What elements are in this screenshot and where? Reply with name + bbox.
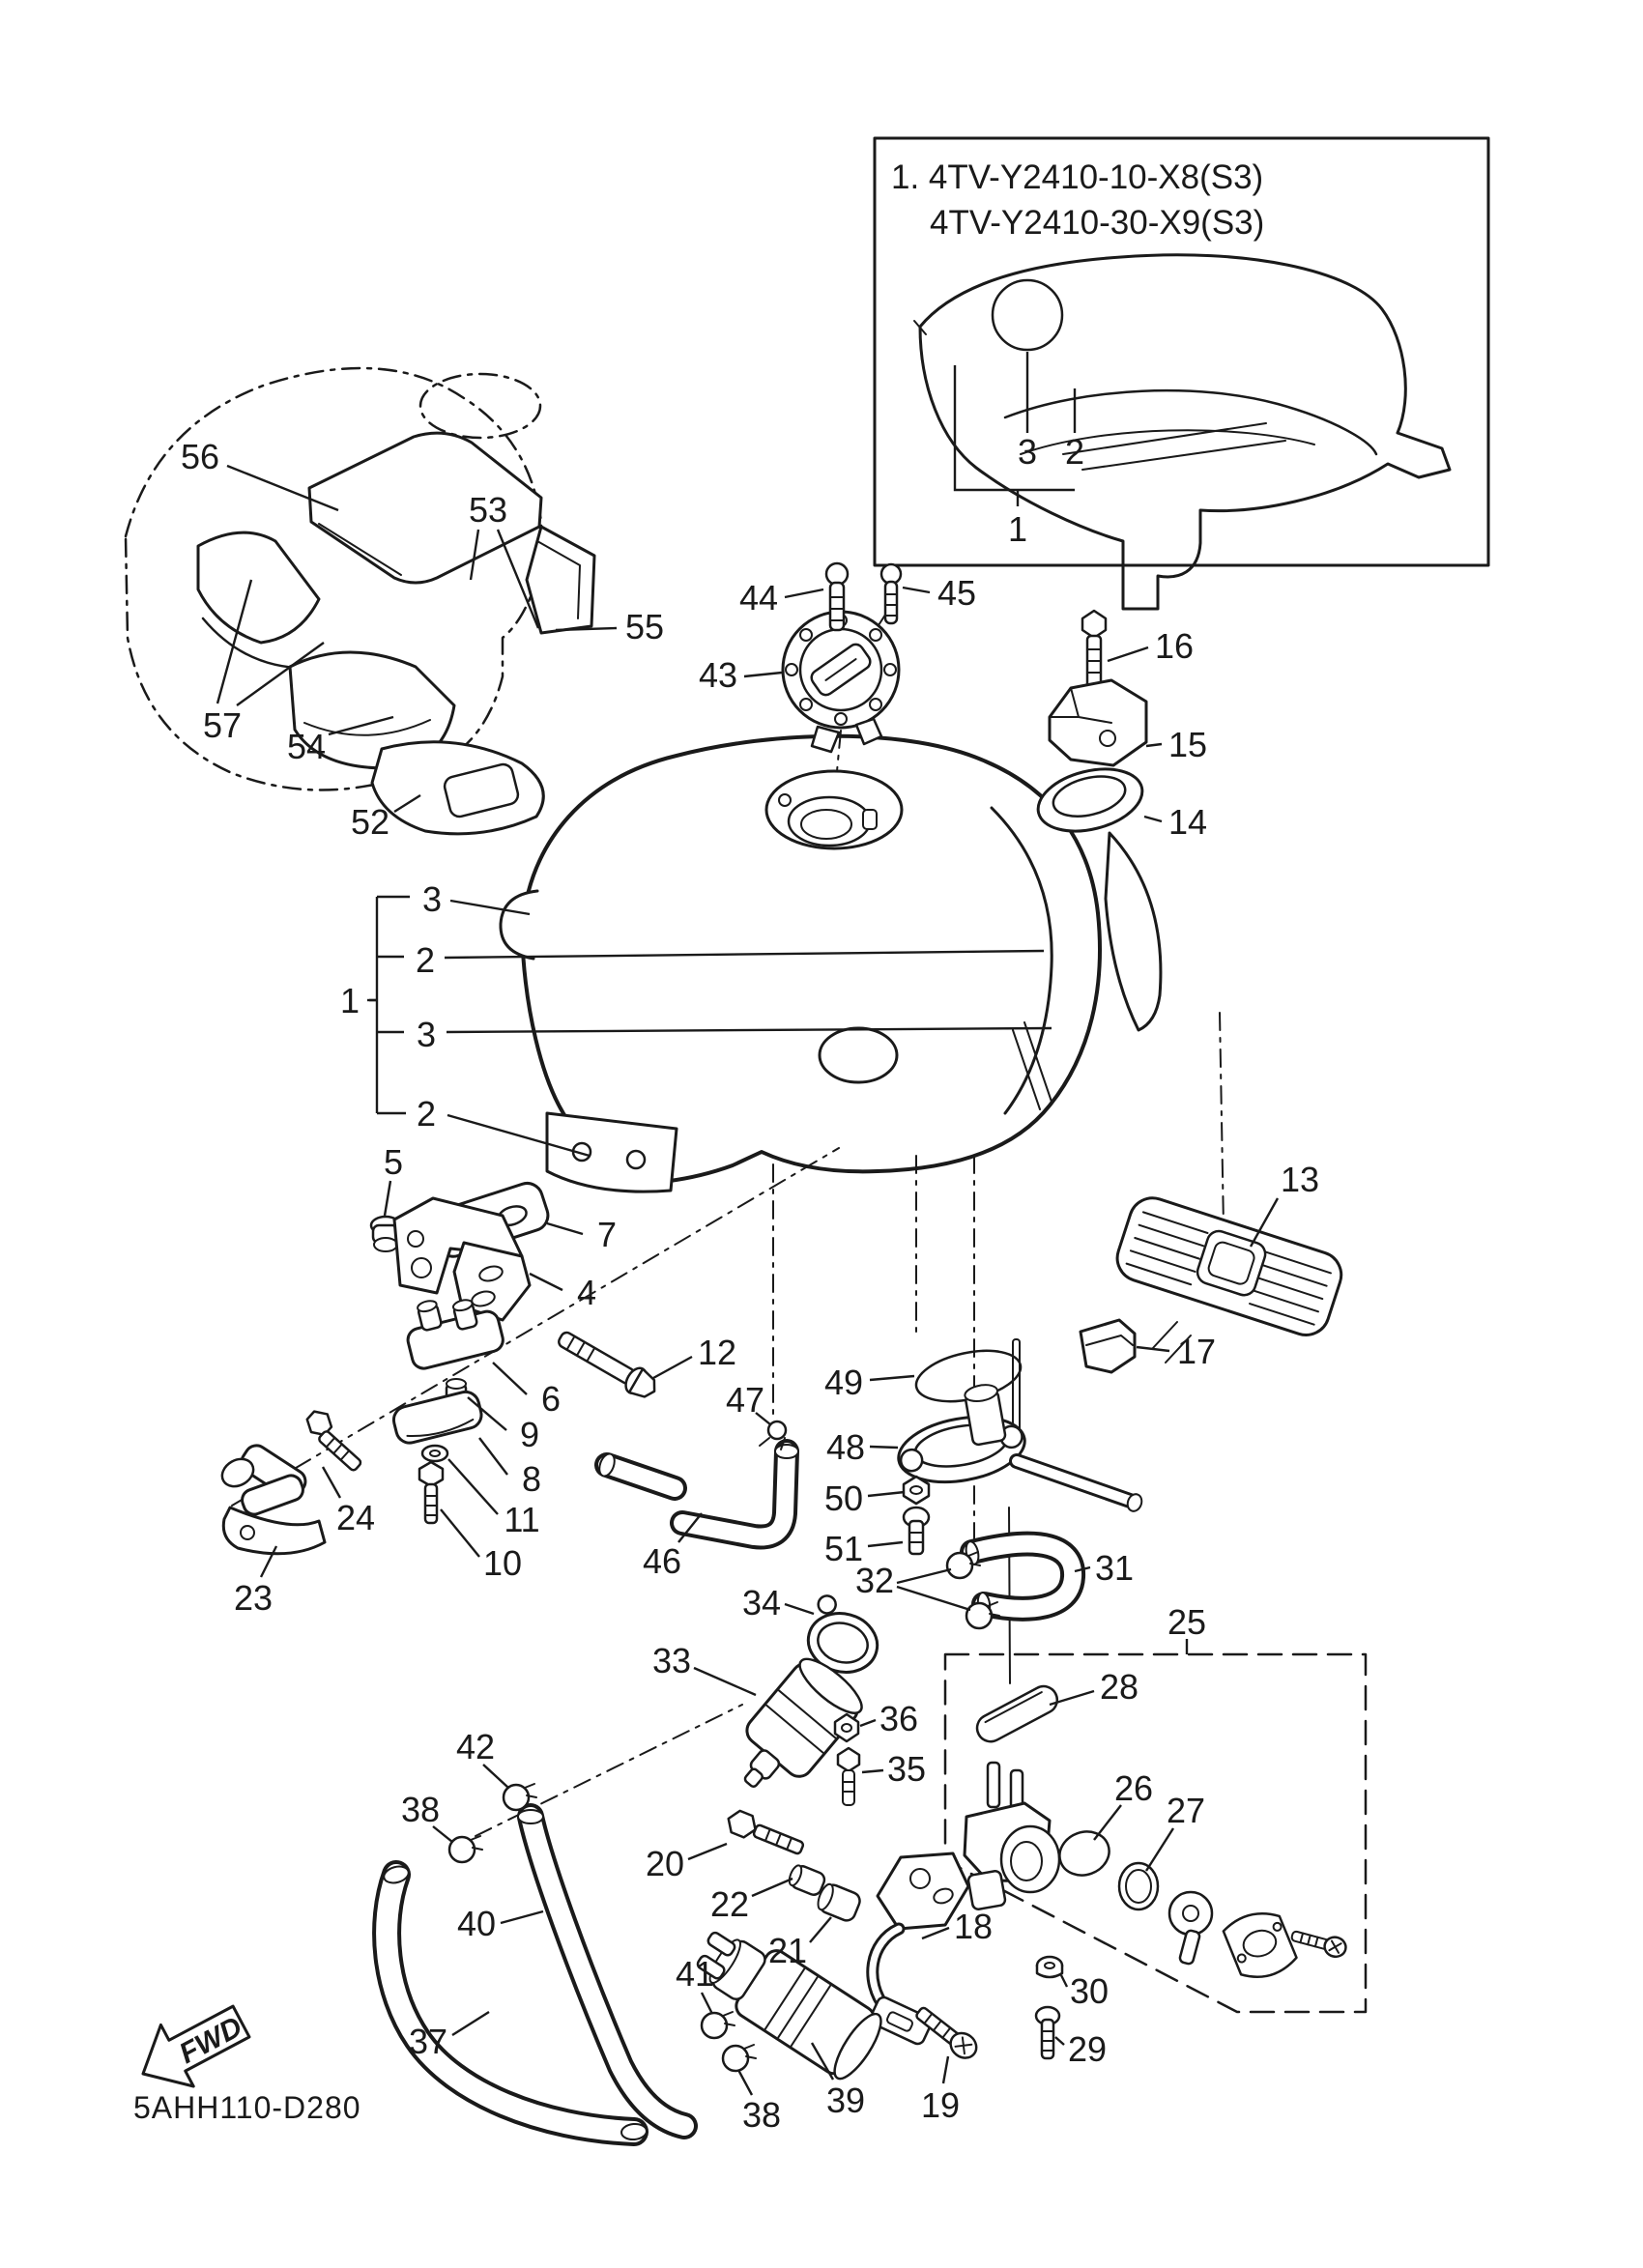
- leader-line-34: [785, 1604, 814, 1614]
- leader-line-22: [752, 1879, 793, 1896]
- callout-34: 34: [741, 1583, 782, 1622]
- cock-screw: [1289, 1926, 1347, 1959]
- callout-16: 16: [1154, 626, 1195, 666]
- callout-48: 48: [825, 1427, 866, 1467]
- callout-1: 1: [339, 981, 360, 1020]
- callout-10: 10: [482, 1543, 523, 1583]
- callout-24: 24: [335, 1498, 376, 1537]
- fuel-cock-body: [965, 1763, 1059, 1910]
- leader-line-6: [493, 1363, 527, 1394]
- callout-28: 28: [1099, 1667, 1139, 1707]
- callout-17: 17: [1176, 1332, 1217, 1371]
- leader-line-14: [1144, 817, 1162, 821]
- callout-3: 3: [1017, 432, 1038, 472]
- cap-bolt-45: [881, 564, 901, 623]
- callout-20: 20: [645, 1844, 685, 1883]
- leader-line-16: [1108, 647, 1148, 661]
- clamp-41: [702, 2012, 735, 2038]
- o-ring-27: [1119, 1863, 1158, 1909]
- callout-50: 50: [823, 1479, 864, 1518]
- leader-line-26: [1094, 1805, 1121, 1840]
- callout-2: 2: [1064, 432, 1085, 472]
- callout-46: 46: [642, 1541, 682, 1581]
- callout-52: 52: [350, 802, 390, 842]
- callout-2: 2: [415, 940, 436, 980]
- callout-39: 39: [825, 2081, 866, 2120]
- hose-46: [596, 1445, 798, 1537]
- tank-sender-hole: [820, 1028, 897, 1082]
- callout-18: 18: [953, 1907, 994, 1946]
- leader-line-10: [441, 1509, 479, 1557]
- cap-bolt-44: [826, 563, 848, 630]
- bolt-51: [904, 1507, 929, 1554]
- bolt-10: [419, 1462, 443, 1523]
- leader-line-41: [702, 1993, 712, 2014]
- callout-29: 29: [1067, 2029, 1108, 2069]
- leader-line-36: [860, 1720, 876, 1726]
- leader-line-4: [530, 1274, 562, 1290]
- callout-8: 8: [521, 1459, 542, 1499]
- callout-2: 2: [416, 1094, 437, 1134]
- callout-47: 47: [725, 1380, 765, 1420]
- bracket-23: [217, 1441, 325, 1553]
- callout-38: 38: [400, 1790, 441, 1829]
- leader-line-24: [323, 1467, 340, 1498]
- callout-1: 1: [1007, 509, 1028, 549]
- pad-13: [1111, 1192, 1347, 1341]
- callout-51: 51: [823, 1529, 864, 1568]
- leader-line-51: [868, 1542, 903, 1546]
- callout-27: 27: [1166, 1791, 1206, 1830]
- bolt-16: [1082, 611, 1106, 688]
- inset-part-number-box: [875, 138, 1488, 609]
- clamp-38a: [449, 1836, 482, 1862]
- cock-lever: [1169, 1892, 1212, 1965]
- leader-line-43: [744, 673, 782, 676]
- tank-side-sliver: [1106, 833, 1161, 1030]
- bolt-29: [1036, 2007, 1059, 2058]
- callout-53: 53: [468, 490, 508, 530]
- clip-17: [1081, 1320, 1135, 1372]
- nut-30: [1037, 1957, 1062, 1977]
- callout-35: 35: [886, 1749, 927, 1789]
- callout-42: 42: [455, 1727, 496, 1766]
- callout-23: 23: [233, 1578, 274, 1618]
- nut-36: [835, 1714, 858, 1741]
- callout-54: 54: [286, 727, 327, 766]
- callout-7: 7: [596, 1215, 618, 1254]
- fwd-label: FWD: [174, 2010, 248, 2071]
- callout-3: 3: [416, 1015, 437, 1054]
- callout-3: 3: [421, 879, 443, 919]
- callout-33: 33: [651, 1641, 692, 1680]
- inset-part-number-line2: 4TV-Y2410-30-X9(S3): [930, 204, 1265, 242]
- leader-line-32: [897, 1569, 951, 1583]
- callout-25: 25: [1167, 1602, 1207, 1642]
- cock-assembly-box-25: [945, 1654, 1366, 2012]
- callout-41: 41: [675, 1954, 715, 1994]
- callout-55: 55: [624, 607, 665, 646]
- bolt-35: [838, 1748, 859, 1805]
- callout-14: 14: [1167, 802, 1208, 842]
- bracket-15: [1050, 680, 1146, 765]
- bolt-12: [554, 1326, 661, 1403]
- washer-11: [422, 1446, 447, 1461]
- callout-43: 43: [698, 655, 738, 695]
- callout-11: 11: [504, 1500, 540, 1539]
- leader-line-7: [547, 1223, 583, 1234]
- callout-30: 30: [1069, 1971, 1110, 2011]
- callout-38: 38: [741, 2095, 782, 2135]
- leader-line-19: [943, 2056, 948, 2083]
- callout-44: 44: [738, 578, 779, 617]
- callout-6: 6: [540, 1379, 562, 1419]
- tank-mount-flange: [547, 1113, 677, 1191]
- leader-line-38: [738, 2070, 752, 2095]
- leader-line-11: [448, 1459, 498, 1514]
- leader-line-15: [1146, 744, 1162, 746]
- callout-4: 4: [576, 1273, 597, 1312]
- callout-9: 9: [519, 1415, 540, 1454]
- leader-line-32: [897, 1587, 970, 1610]
- diagram-code: 5AHH110-D280: [133, 2090, 361, 2125]
- bolt-20: [724, 1808, 806, 1859]
- callout-37: 37: [408, 2022, 448, 2061]
- leader-line-45: [903, 588, 930, 592]
- leader-line-35: [862, 1770, 883, 1772]
- callout-36: 36: [879, 1699, 919, 1738]
- leader-line-48: [870, 1447, 898, 1448]
- callout-31: 31: [1094, 1548, 1135, 1588]
- callout-5: 5: [383, 1142, 404, 1182]
- cover-piece-57a: [198, 532, 319, 643]
- callout-40: 40: [456, 1904, 497, 1943]
- callout-57: 57: [202, 705, 243, 745]
- cock-gasket-plate: [1222, 1907, 1300, 1984]
- side-cover-55: [527, 527, 594, 633]
- leader-line-27: [1146, 1828, 1173, 1871]
- inset-part-number-line1: 1. 4TV-Y2410-10-X8(S3): [891, 158, 1264, 196]
- callout-12: 12: [697, 1333, 737, 1372]
- plate-8: [390, 1389, 484, 1446]
- leader-line-37: [452, 2012, 489, 2035]
- callout-56: 56: [180, 437, 220, 476]
- callout-22: 22: [709, 1884, 750, 1924]
- leader-line-44: [785, 589, 823, 597]
- leader-line-33: [694, 1668, 756, 1695]
- leader-line-50: [868, 1492, 905, 1496]
- leader-line-29: [1055, 2037, 1064, 2045]
- leader-line-30: [1061, 1975, 1067, 1987]
- callout-32: 32: [854, 1561, 895, 1600]
- clip-47: [760, 1421, 786, 1450]
- leader-line-8: [479, 1438, 507, 1475]
- callout-21: 21: [767, 1931, 808, 1970]
- leader-line-40: [501, 1911, 543, 1923]
- callout-13: 13: [1280, 1160, 1320, 1199]
- nut-50: [904, 1477, 929, 1504]
- callout-15: 15: [1167, 725, 1208, 764]
- bolt-24: [302, 1406, 370, 1471]
- leader-line-42: [483, 1765, 508, 1788]
- callout-19: 19: [920, 2085, 961, 2125]
- tank-front-flap: [501, 891, 537, 959]
- seal-26: [1053, 1824, 1115, 1881]
- tube-28: [972, 1681, 1062, 1746]
- leader-line-18: [922, 1928, 949, 1938]
- leader-line-20: [688, 1844, 727, 1859]
- leader-line-5: [385, 1181, 390, 1216]
- callout-26: 26: [1113, 1768, 1154, 1808]
- leader-line-49: [870, 1376, 914, 1380]
- fwd-arrow: [127, 1991, 257, 2105]
- callout-49: 49: [823, 1363, 864, 1402]
- callout-45: 45: [937, 573, 977, 613]
- leader-line-21: [810, 1917, 831, 1942]
- clamp-38b: [723, 2045, 756, 2071]
- leader-line-12: [653, 1357, 692, 1378]
- main-callout-bracket: [369, 897, 410, 1113]
